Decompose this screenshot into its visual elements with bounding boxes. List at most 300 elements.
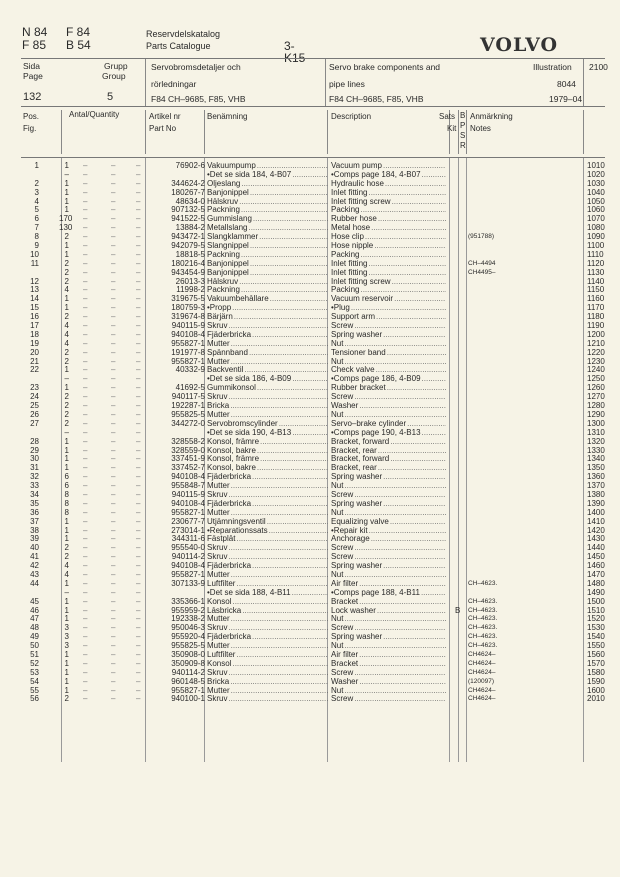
- description-cell: •Repair kit .....: [331, 527, 446, 536]
- table-row: [21, 544, 605, 553]
- description-cell: Support arm .....: [331, 313, 446, 322]
- name-cell: Fjäderbricka .....: [207, 473, 328, 482]
- dash-cell: –: [136, 258, 141, 268]
- dash-cell: –: [136, 347, 141, 357]
- pos-cell: 47: [30, 614, 39, 624]
- quantity-cell: 1: [64, 658, 69, 668]
- dash-cell: –: [111, 436, 116, 446]
- table-row: [21, 322, 605, 331]
- table-row: [21, 527, 605, 536]
- quantity-cell: 2: [64, 694, 69, 704]
- name-cell: Banjonippel .....: [207, 260, 328, 269]
- notes-cell: CH4624–: [468, 650, 496, 658]
- illustration-cell: 1350: [587, 463, 605, 473]
- title-en-line1: Servo brake components and: [329, 62, 441, 72]
- description-cell: Rubber hose .....: [331, 215, 446, 224]
- dash-cell: –: [111, 578, 116, 588]
- dash-cell: –: [83, 569, 88, 579]
- quantity-cell: 2: [64, 552, 69, 562]
- dash-cell: –: [111, 329, 116, 339]
- part-number-cell: 955959-2: [171, 605, 205, 615]
- illustration-cell: 1570: [587, 658, 605, 668]
- notes-cell: CH4624–: [468, 659, 496, 667]
- part-number-cell: 13884-2: [175, 223, 205, 233]
- description-cell: Equalizing valve .....: [331, 518, 446, 527]
- table-row: [21, 678, 605, 687]
- illustration-cell: 1170: [587, 303, 605, 313]
- name-cell: Servobromscylinder .....: [207, 420, 328, 429]
- name-cell: Skruv .....: [207, 669, 328, 678]
- name-cell: Skruv .....: [207, 393, 328, 402]
- pos-cell: 48: [30, 623, 39, 633]
- description-cell: Inlet fitting screw .....: [331, 198, 446, 207]
- dash-cell: –: [83, 481, 88, 491]
- pos-cell: 38: [30, 525, 39, 535]
- table-row: [21, 651, 605, 660]
- pos-cell: 5: [34, 205, 39, 215]
- dash-cell: –: [136, 267, 141, 277]
- pos-cell: 6: [34, 214, 39, 224]
- dash-cell: –: [83, 409, 88, 419]
- part-number-cell: 940108-4: [171, 561, 205, 571]
- dash-cell: –: [111, 641, 116, 651]
- name-cell: Packning .....: [207, 286, 328, 295]
- part-number-cell: 942079-5: [171, 241, 205, 251]
- part-number-cell: 940115-9: [171, 321, 205, 331]
- quantity-cell: 1: [64, 676, 69, 686]
- name-cell: •Det se sida 188, 4-B11 .....: [207, 589, 328, 598]
- illustration-cell: 1390: [587, 498, 605, 508]
- dash-cell: –: [83, 623, 88, 633]
- pos-cell: 51: [30, 649, 39, 659]
- quantity-cell: 1: [64, 196, 69, 206]
- table-row: [21, 482, 605, 491]
- dash-cell: –: [83, 552, 88, 562]
- pos-cell: 35: [30, 498, 39, 508]
- name-cell: Mutter .....: [207, 687, 328, 696]
- notes-cell: CH–4623.: [468, 606, 498, 614]
- grupp-label: Grupp: [104, 61, 128, 71]
- dash-cell: –: [111, 214, 116, 224]
- illustration-cell: 1150: [587, 285, 605, 295]
- dash-cell: –: [83, 285, 88, 295]
- pos-cell: 31: [30, 463, 39, 473]
- name-cell: Banjonippel .....: [207, 189, 328, 198]
- dash-cell: –: [83, 507, 88, 517]
- quantity-cell: 2: [64, 312, 69, 322]
- part-number-cell: 230677-7: [171, 516, 205, 526]
- name-cell: Vakuumbehållare .....: [207, 295, 328, 304]
- dash-cell: –: [83, 312, 88, 322]
- dash-cell: –: [111, 694, 116, 704]
- dash-cell: –: [111, 205, 116, 215]
- illustration-number: 8044: [557, 79, 576, 89]
- dash-cell: –: [111, 258, 116, 268]
- dash-cell: –: [111, 534, 116, 544]
- illustration-cell: 1520: [587, 614, 605, 624]
- pos-cell: 36: [30, 507, 39, 517]
- dash-cell: –: [111, 196, 116, 206]
- part-number-cell: 940114-2: [171, 552, 205, 562]
- dash-cell: –: [136, 356, 141, 366]
- quantity-cell: 1: [64, 205, 69, 215]
- name-cell: Mutter .....: [207, 358, 328, 367]
- description-cell: Screw .....: [331, 491, 446, 500]
- pos-cell: 1: [34, 161, 39, 170]
- dash-cell: –: [136, 383, 141, 393]
- quantity-cell: 4: [64, 569, 69, 579]
- quantity-cell: 3: [64, 623, 69, 633]
- quantity-cell: 1: [64, 649, 69, 659]
- dash-cell: –: [136, 303, 141, 313]
- quantity-cell: –: [64, 374, 69, 384]
- dash-cell: –: [83, 596, 88, 606]
- table-row: [21, 278, 605, 287]
- table-row: [21, 411, 605, 420]
- table-row: [21, 313, 605, 322]
- quantity-cell: 2: [64, 543, 69, 553]
- quantity-cell: 2: [64, 267, 69, 277]
- table-row: [21, 269, 605, 278]
- dash-cell: –: [136, 401, 141, 411]
- quantity-cell: 1: [64, 578, 69, 588]
- dash-cell: –: [136, 329, 141, 339]
- dash-cell: –: [111, 605, 116, 615]
- table-row: [21, 580, 605, 589]
- dash-cell: –: [83, 498, 88, 508]
- description-cell: Inlet fitting .....: [331, 269, 446, 278]
- dash-cell: –: [136, 321, 141, 331]
- description-cell: Lock washer .....: [331, 607, 446, 616]
- table-row: [21, 224, 605, 233]
- illustration-cell: 1270: [587, 392, 605, 402]
- dash-cell: –: [111, 409, 116, 419]
- fig-header: Fig.: [23, 124, 37, 133]
- name-cell: Mutter .....: [207, 411, 328, 420]
- table-row: [21, 384, 605, 393]
- dash-cell: –: [111, 223, 116, 233]
- pos-cell: 37: [30, 516, 39, 526]
- pos-cell: 15: [30, 303, 39, 313]
- illustration-cell: 1510: [587, 605, 605, 615]
- table-row: [21, 340, 605, 349]
- table-row: [21, 535, 605, 544]
- issue-date: 1979–04: [549, 94, 583, 104]
- dash-cell: –: [136, 516, 141, 526]
- dash-cell: –: [83, 294, 88, 304]
- dash-cell: –: [111, 623, 116, 633]
- part-number-cell: 344624-2: [171, 178, 205, 188]
- table-row: [21, 393, 605, 402]
- name-cell: Fästplåt .....: [207, 535, 328, 544]
- pos-cell: 28: [30, 436, 39, 446]
- illustration-cell: 1190: [587, 321, 605, 331]
- part-number-cell: 76902-6: [175, 161, 205, 170]
- part-number-cell: 943472-1: [171, 232, 205, 242]
- name-cell: Metallslang .....: [207, 224, 328, 233]
- dash-cell: –: [136, 294, 141, 304]
- quantity-cell: 8: [64, 498, 69, 508]
- pos-cell: 8: [34, 232, 39, 242]
- table-row: [21, 206, 605, 215]
- dash-cell: –: [136, 489, 141, 499]
- parts-table: [21, 157, 605, 764]
- dash-cell: –: [111, 676, 116, 686]
- quantity-cell: 1: [64, 161, 69, 170]
- part-number-cell: 955827-1: [171, 507, 205, 517]
- table-row: [21, 171, 605, 180]
- illustration-cell: 1070: [587, 214, 605, 224]
- notes-cell: CH4624–: [468, 686, 496, 694]
- dash-cell: –: [83, 454, 88, 464]
- table-row: [21, 553, 605, 562]
- quantity-cell: 1: [64, 178, 69, 188]
- name-cell: Banjonippel .....: [207, 269, 328, 278]
- dash-cell: –: [111, 401, 116, 411]
- table-row: [21, 286, 605, 295]
- illustration-cell: 1260: [587, 383, 605, 393]
- table-row: [21, 349, 605, 358]
- quantity-cell: –: [64, 427, 69, 437]
- dash-cell: –: [83, 374, 88, 384]
- quantity-cell: 2: [64, 232, 69, 242]
- catalog-title: [146, 28, 306, 65]
- part-number-cell: 350908-0: [171, 649, 205, 659]
- name-cell: •Reparationssats .....: [207, 527, 328, 536]
- dash-cell: –: [83, 232, 88, 242]
- description-cell: Washer .....: [331, 402, 446, 411]
- notes-cell: CH–4623.: [468, 579, 498, 587]
- illustration-cell: 1550: [587, 641, 605, 651]
- description-cell: •Comps page 184, 4-B07 .....: [331, 171, 446, 180]
- model-code: F 84: [66, 25, 91, 39]
- dash-cell: –: [83, 276, 88, 286]
- dash-cell: –: [136, 418, 141, 428]
- model-codes: [22, 26, 146, 52]
- table-row: [21, 624, 605, 633]
- dash-cell: –: [111, 356, 116, 366]
- table-row: [21, 455, 605, 464]
- pos-cell: 55: [30, 685, 39, 695]
- quantity-cell: –: [64, 587, 69, 597]
- quantity-cell: 2: [64, 276, 69, 286]
- dash-cell: –: [136, 232, 141, 242]
- illustration-cell: 1240: [587, 365, 605, 375]
- dash-cell: –: [111, 596, 116, 606]
- dash-cell: –: [136, 694, 141, 704]
- illustration-cell: 1430: [587, 534, 605, 544]
- dash-cell: –: [111, 454, 116, 464]
- dash-cell: –: [136, 614, 141, 624]
- title-en-line2: pipe lines: [329, 79, 365, 89]
- dash-cell: –: [111, 338, 116, 348]
- name-cell: Skruv .....: [207, 553, 328, 562]
- description-cell: Washer .....: [331, 678, 446, 687]
- side-code: 2100: [589, 62, 608, 72]
- pos-cell: 3: [34, 187, 39, 197]
- pos-cell: 25: [30, 401, 39, 411]
- description-cell: Spring washer .....: [331, 562, 446, 571]
- name-cell: Konsol, bakre .....: [207, 447, 328, 456]
- description-cell: Hydraulic hose .....: [331, 180, 446, 189]
- description-cell: Nut .....: [331, 615, 446, 624]
- illustration-cell: 1310: [587, 427, 605, 437]
- pos-cell: 34: [30, 489, 39, 499]
- dash-cell: –: [136, 534, 141, 544]
- description-cell: Nut .....: [331, 642, 446, 651]
- table-row: [21, 295, 605, 304]
- part-number-cell: 960148-5: [171, 676, 205, 686]
- page-info-box: [21, 58, 608, 107]
- name-cell: Bricka .....: [207, 678, 328, 687]
- dash-cell: –: [136, 641, 141, 651]
- dash-cell: –: [111, 374, 116, 384]
- page-number: 132: [23, 91, 42, 103]
- illustration-cell: 1040: [587, 187, 605, 197]
- dash-cell: –: [136, 392, 141, 402]
- name-cell: Mutter .....: [207, 571, 328, 580]
- pos-header: Pos.: [23, 112, 40, 121]
- dash-cell: –: [83, 187, 88, 197]
- quantity-cell: 170: [59, 214, 73, 224]
- part-number-cell: 955540-0: [171, 543, 205, 553]
- dash-cell: –: [83, 338, 88, 348]
- pos-cell: 49: [30, 632, 39, 642]
- page-label: Page: [23, 71, 43, 81]
- dash-cell: –: [83, 249, 88, 259]
- description-cell: Vacuum pump .....: [331, 162, 446, 171]
- dash-cell: –: [136, 214, 141, 224]
- table-row: [21, 491, 605, 500]
- description-cell: Packing .....: [331, 206, 446, 215]
- dash-cell: –: [111, 285, 116, 295]
- notes-cell: CH–4623.: [468, 642, 498, 650]
- pos-cell: 2: [34, 178, 39, 188]
- illustration-cell: 1360: [587, 472, 605, 482]
- description-cell: Screw .....: [331, 553, 446, 562]
- name-cell: Utjämningsventil .....: [207, 518, 328, 527]
- table-row: [21, 633, 605, 642]
- illustration-cell: 1120: [587, 258, 605, 268]
- quantity-cell: 4: [64, 329, 69, 339]
- table-row: [21, 402, 605, 411]
- dash-cell: –: [136, 436, 141, 446]
- pos-cell: 43: [30, 569, 39, 579]
- table-row: [21, 198, 605, 207]
- pos-cell: 7: [34, 223, 39, 233]
- description-cell: Bracket, rear .....: [331, 464, 446, 473]
- name-cell: Skruv .....: [207, 491, 328, 500]
- dash-cell: –: [111, 312, 116, 322]
- illustration-cell: 1280: [587, 401, 605, 411]
- pos-cell: 42: [30, 561, 39, 571]
- description-cell: Vacuum reservoir .....: [331, 295, 446, 304]
- dash-cell: –: [83, 241, 88, 251]
- dash-cell: –: [136, 543, 141, 553]
- description-cell: Screw .....: [331, 544, 446, 553]
- part-number-cell: 335366-1: [171, 596, 205, 606]
- dash-cell: –: [111, 232, 116, 242]
- quantity-cell: 1: [64, 667, 69, 677]
- illustration-cell: 1060: [587, 205, 605, 215]
- illustration-cell: 1110: [587, 249, 604, 259]
- name-cell: Slangnippel .....: [207, 242, 328, 251]
- description-cell: Nut .....: [331, 358, 446, 367]
- dash-cell: –: [111, 552, 116, 562]
- illustration-cell: 1420: [587, 525, 605, 535]
- dash-cell: –: [83, 489, 88, 499]
- table-header: [21, 110, 605, 154]
- part-number-cell: 319675-5: [171, 294, 205, 304]
- pos-cell: 45: [30, 596, 39, 606]
- dash-cell: –: [111, 569, 116, 579]
- dash-cell: –: [136, 285, 141, 295]
- notes-header: Notes: [470, 124, 491, 133]
- part-number-cell: 328559-0: [171, 445, 205, 455]
- page-footer-blank: [0, 762, 620, 877]
- dash-cell: –: [111, 321, 116, 331]
- chassis-sv: F84 CH–9685, F85, VHB: [151, 94, 246, 104]
- brand-wordmark: VOLVO: [480, 34, 559, 56]
- illustration-cell: 1090: [587, 232, 605, 242]
- dash-cell: –: [111, 685, 116, 695]
- illustration-cell: 1470: [587, 569, 605, 579]
- title-sv-line2: rörledningar: [151, 79, 197, 89]
- dash-cell: –: [111, 525, 116, 535]
- part-number-cell: 319674-8: [171, 312, 205, 322]
- table-row: [21, 562, 605, 571]
- part-number-cell: 344311-6: [171, 534, 205, 544]
- pos-cell: 30: [30, 454, 39, 464]
- illustration-cell: 1530: [587, 623, 605, 633]
- pos-cell: 56: [30, 694, 39, 704]
- name-cell: Packning .....: [207, 206, 328, 215]
- part-number-cell: 180216-4: [171, 258, 205, 268]
- bpsr-header: B P S R: [460, 111, 466, 150]
- description-cell: Nut .....: [331, 509, 446, 518]
- quantity-cell: 6: [64, 472, 69, 482]
- description-cell: Nut .....: [331, 571, 446, 580]
- dash-cell: –: [111, 267, 116, 277]
- name-cell: Gummikonsol .....: [207, 384, 328, 393]
- illustration-cell: 1210: [587, 338, 605, 348]
- dash-cell: –: [83, 196, 88, 206]
- illustration-label: Illustration: [533, 62, 572, 72]
- description-cell: Screw .....: [331, 393, 446, 402]
- illustration-cell: 1230: [587, 356, 605, 366]
- dash-cell: –: [136, 472, 141, 482]
- name-cell: •Det se sida 190, 4-B13 .....: [207, 429, 328, 438]
- table-row: [21, 242, 605, 251]
- description-cell: Anchorage .....: [331, 535, 446, 544]
- quantity-cell: 2: [64, 409, 69, 419]
- part-number-cell: 337451-9: [171, 454, 205, 464]
- dash-cell: –: [83, 463, 88, 473]
- dash-cell: –: [136, 454, 141, 464]
- name-cell: Hålskruv .....: [207, 278, 328, 287]
- quantity-cell: 4: [64, 561, 69, 571]
- pos-cell: 50: [30, 641, 39, 651]
- dash-cell: –: [83, 303, 88, 313]
- table-row: [21, 375, 605, 384]
- description-cell: Bracket, rear .....: [331, 447, 446, 456]
- description-cell: •Comps page 190, 4-B13 .....: [331, 429, 446, 438]
- dash-cell: –: [111, 249, 116, 259]
- part-number-cell: 344272-0: [171, 418, 205, 428]
- dash-cell: –: [136, 632, 141, 642]
- dash-cell: –: [136, 463, 141, 473]
- dash-cell: –: [136, 427, 141, 437]
